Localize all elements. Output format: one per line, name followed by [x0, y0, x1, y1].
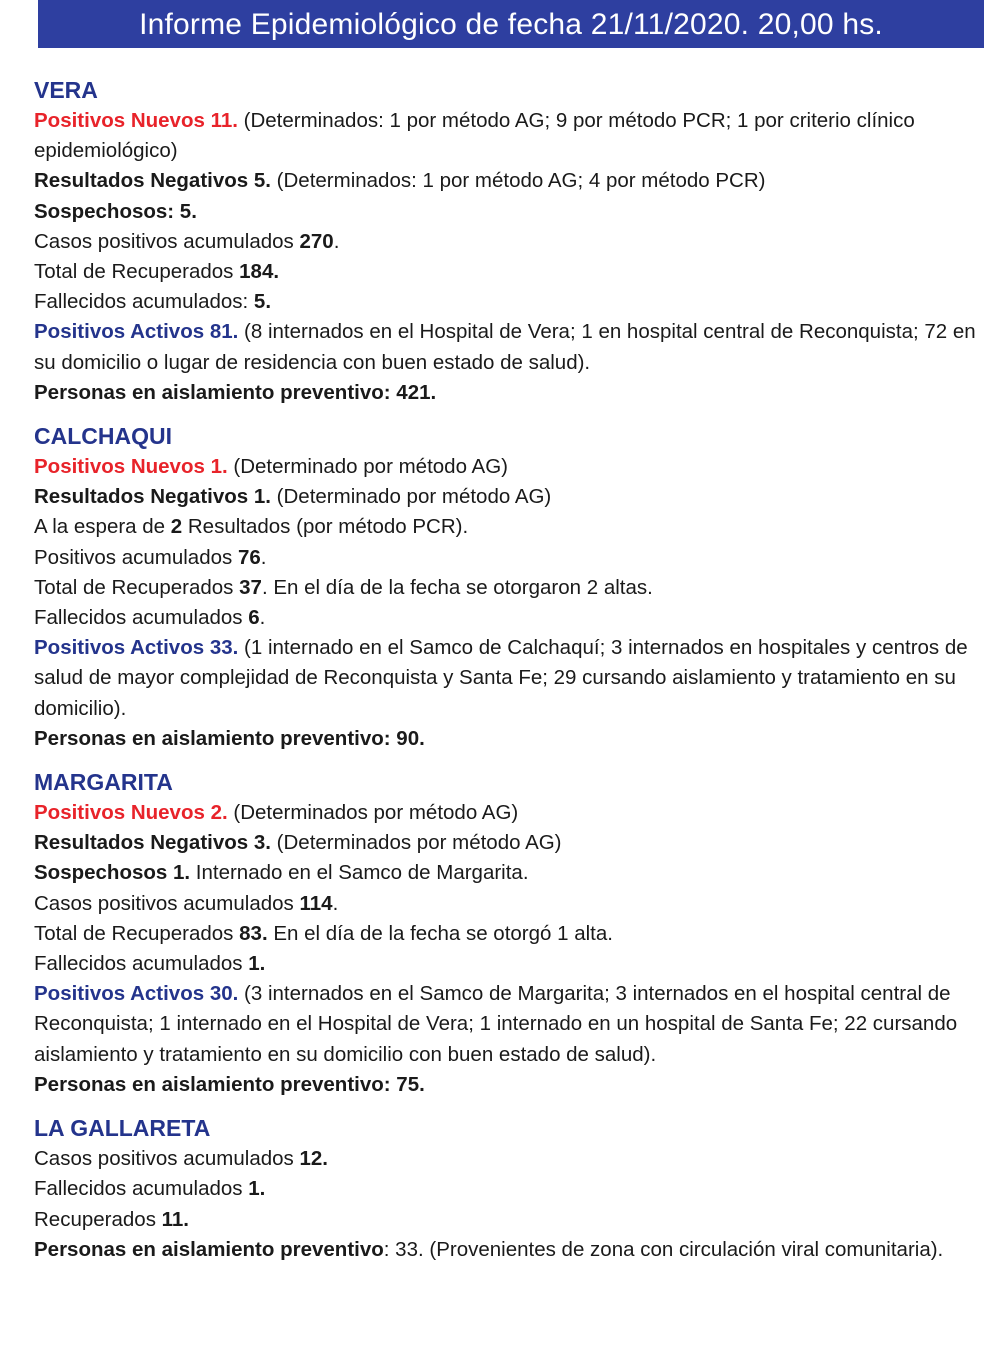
margarita-activos-label: Positivos Activos 30.	[34, 982, 239, 1006]
city-heading-vera: VERA	[34, 77, 98, 103]
margarita-nuevos-detail: (Determinados por método AG)	[227, 801, 519, 825]
calchaqui-activos-detail: (1 internado en el Samco de Calchaquí; 3 internados en hospitales y centros de salud de mayor complejidad de Reconquista y Santa Fe; 29 cursando aislamiento y tratamiento en su domicilio).	[34, 636, 968, 720]
margarita-acumulados-text: Casos positivos acumulados	[34, 891, 300, 915]
gallareta-aislamiento-value: : 33.	[383, 1237, 424, 1261]
margarita-recuperados-post: En el día de la fecha se otorgó 1 alta.	[267, 921, 613, 945]
city-heading-la-gallareta: LA GALLARETA	[34, 1115, 211, 1142]
margarita-acumulados: Casos positivos acumulados 114.	[34, 891, 339, 915]
margarita-sospechosos-label: Sospechosos 1.	[34, 861, 191, 885]
margarita-aislamiento: Personas en aislamiento preventivo: 75.	[34, 1072, 425, 1096]
margarita-negativos-label: Resultados Negativos 3.	[34, 831, 271, 855]
calchaqui-recuperados-text: Total de Recuperados	[34, 575, 240, 599]
vera-nuevos-detail: (Determinados: 1 por método AG; 9 por método PCR; 1 por criterio clínico epidemiológico)	[34, 109, 915, 163]
vera-activos-label: Positivos Activos 81.	[34, 320, 239, 344]
report-content	[34, 74, 994, 1277]
vera-nuevos	[34, 106, 994, 166]
vera-aislamiento: Personas en aislamiento preventivo: 421.	[34, 380, 437, 404]
margarita-sospechosos-detail: Internado en el Samco de Margarita.	[190, 861, 529, 885]
calchaqui-recuperados-post: . En el día de la fecha se otorgaron 2 altas.	[261, 575, 653, 599]
vera-sospechosos	[34, 197, 994, 227]
vera-fallecidos-value: 5.	[253, 290, 272, 314]
gallareta-fallecidos-text: Fallecidos acumulados	[34, 1177, 249, 1201]
margarita-fallecidos	[34, 949, 994, 979]
calchaqui-recuperados	[34, 573, 994, 603]
gallareta-aislamiento-label: Personas en aislamiento preventivo	[34, 1237, 384, 1261]
calchaqui-fallecidos: Fallecidos acumulados 6.	[34, 606, 266, 630]
gallareta-recuperados-value: 11.	[161, 1207, 190, 1231]
gallareta-acumulados-value: 12.	[299, 1147, 328, 1171]
gallareta-aislamiento-detail: (Provenientes de zona con circulación viral comunitaria).	[423, 1237, 944, 1261]
margarita-activos-detail: (3 internados en el Samco de Margarita; 3 internados en el hospital central de Reconquista; 1 internado en el Hospital de Vera; 1 internado en un hospital de Santa Fe; 22 cursando aislamiento y tratamiento en su domicilio con buen estado de salud).	[34, 982, 958, 1066]
calchaqui-espera-post: Resultados (por método PCR).	[182, 515, 469, 539]
calchaqui-espera-pre: A la espera de	[34, 515, 171, 539]
section-calchaqui	[34, 420, 994, 754]
margarita-fallecidos-value: 1.	[248, 952, 266, 976]
calchaqui-fallecidos-text: Fallecidos acumulados	[34, 606, 249, 630]
vera-acumulados: Casos positivos acumulados 270.	[34, 229, 340, 253]
margarita-sospechosos	[34, 858, 994, 888]
calchaqui-fallecidos-value: 6	[248, 606, 260, 630]
margarita-negativos-detail: (Determinados por método AG)	[270, 831, 562, 855]
vera-negativos	[34, 166, 994, 196]
calchaqui-nuevos	[34, 452, 994, 482]
city-heading-margarita: MARGARITA	[34, 769, 173, 796]
vera-recuperados-text: Total de Recuperados	[34, 260, 240, 284]
gallareta-recuperados	[34, 1205, 994, 1235]
margarita-nuevos	[34, 798, 994, 828]
calchaqui-negativos-label: Resultados Negativos 1.	[34, 485, 271, 509]
margarita-recuperados-text: Total de Recuperados	[34, 921, 240, 945]
gallareta-recuperados-text: Recuperados	[34, 1207, 162, 1231]
vera-recuperados-value: 184.	[239, 260, 280, 284]
vera-sospechosos-label: Sospechosos: 5.	[34, 199, 197, 223]
calchaqui-aislamiento: Personas en aislamiento preventivo: 90.	[34, 726, 425, 750]
margarita-nuevos-label: Positivos Nuevos 2.	[34, 801, 228, 825]
calchaqui-acumulados-value: 76	[237, 545, 261, 569]
gallareta-acumulados-text: Casos positivos acumulados	[34, 1147, 300, 1171]
vera-negativos-detail: (Determinados: 1 por método AG; 4 por método PCR)	[270, 169, 766, 193]
margarita-recuperados	[34, 919, 994, 949]
calchaqui-recuperados-value: 37	[239, 575, 262, 599]
calchaqui-nuevos-detail: (Determinado por método AG)	[227, 455, 508, 479]
report-title: Informe Epidemiológico de fecha 21/11/2020. 20,00 hs.	[139, 8, 883, 41]
calchaqui-activos-label: Positivos Activos 33.	[34, 636, 239, 660]
margarita-activos	[34, 979, 994, 1070]
section-vera	[34, 74, 994, 408]
calchaqui-activos	[34, 633, 994, 724]
city-heading-calchaqui: CALCHAQUI	[34, 423, 172, 450]
calchaqui-acumulados: Positivos acumulados 76.	[34, 545, 267, 569]
section-la-gallareta	[34, 1112, 994, 1265]
margarita-recuperados-value: 83.	[239, 921, 268, 945]
vera-negativos-label: Resultados Negativos 5.	[34, 169, 271, 193]
gallareta-acumulados	[34, 1144, 994, 1174]
margarita-negativos	[34, 828, 994, 858]
vera-nuevos-label: Positivos Nuevos 11.	[34, 109, 238, 132]
margarita-acumulados-value: 114	[299, 891, 333, 915]
vera-recuperados	[34, 257, 994, 287]
gallareta-fallecidos-value: 1.	[248, 1177, 266, 1201]
section-margarita	[34, 766, 994, 1100]
calchaqui-nuevos-label: Positivos Nuevos 1.	[34, 455, 228, 479]
vera-fallecidos	[34, 287, 994, 317]
calchaqui-negativos	[34, 482, 994, 512]
vera-activos-detail: (8 internados en el Hospital de Vera; 1 en hospital central de Reconquista; 72 en su domicilio o lugar de residencia con buen estado de salud).	[34, 320, 976, 374]
vera-fallecidos-text: Fallecidos acumulados:	[34, 290, 254, 314]
calchaqui-espera	[34, 512, 994, 542]
calchaqui-espera-value: 2	[170, 515, 183, 539]
report-title-banner	[38, 0, 984, 48]
margarita-fallecidos-text: Fallecidos acumulados	[34, 952, 249, 976]
vera-acumulados-text: Casos positivos acumulados	[34, 229, 300, 253]
gallareta-aislamiento	[34, 1235, 994, 1265]
calchaqui-acumulados-text: Positivos acumulados	[34, 545, 238, 569]
gallareta-fallecidos	[34, 1174, 994, 1204]
calchaqui-negativos-detail: (Determinado por método AG)	[270, 485, 552, 509]
vera-activos	[34, 317, 994, 377]
vera-acumulados-value: 270	[299, 229, 334, 253]
